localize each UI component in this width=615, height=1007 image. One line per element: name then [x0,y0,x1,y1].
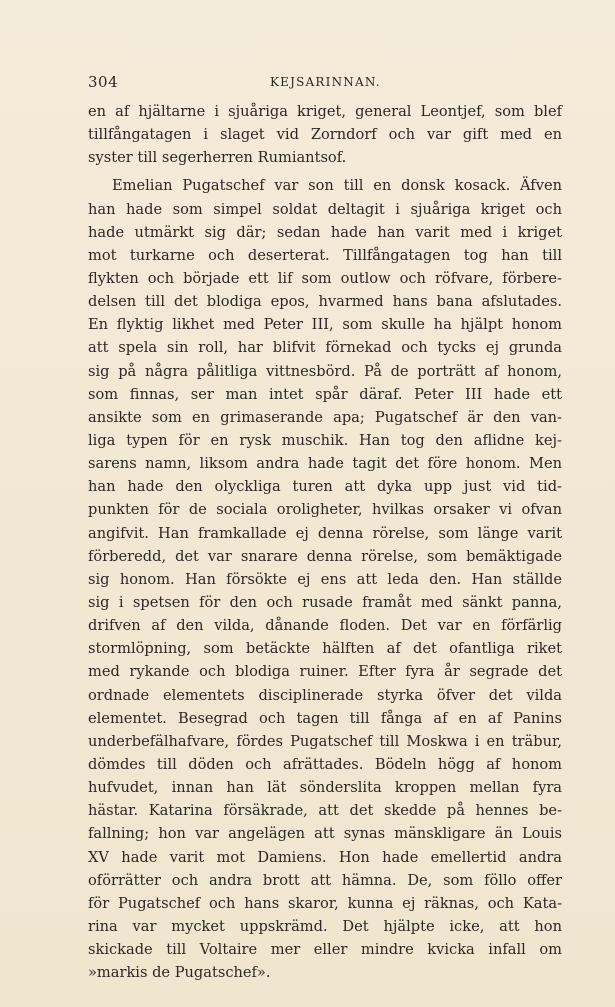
text-line: dömdes till döden och afrättades. Bödeln högg af honom [88,755,562,773]
text-line: skickade till Voltaire mer eller mindre kvicka infall om [88,941,562,959]
text-line: för Pugatschef och hans skaror, kunna ej räknas, och Kata- [88,894,562,912]
text-line: att spela sin roll, har blifvit förnekad och tycks ej grunda [88,339,562,357]
page-number: 304 [88,73,119,91]
text-line: oförrätter och andra brott att hämna. De, som föllo offer [88,871,562,889]
body-text [88,100,562,984]
text-line: elementet. Besegrad och tagen till fånga af en af Panins [88,709,562,727]
text-line: sarens namn, liksom andra hade tagit det före honom. Men [88,455,562,473]
text-line: Emelian Pugatschef var son till en donsk kosack. Äfven [112,177,562,195]
text-line: mot turkarne och deserterat. Tillfångatagen tog han till [88,246,562,264]
text-line: förberedd, det var snarare denna rörelse, som bemäktigade [88,547,562,565]
text-line: hade utmärkt sig där; sedan hade han varit med i kriget [88,223,562,241]
text-line: han hade den olyckliga turen att dyka upp just vid tid- [88,478,562,496]
text-line: sig honom. Han försökte ej ens att leda den. Han ställde [88,570,562,588]
text-line: hästar. Katarina försäkrade, att det skedde på hennes be- [88,802,562,820]
text-line: ordnade elementets disciplinerade styrka öfver det vilda [88,686,562,704]
text-line: drifven af den vilda, dånande floden. Det var en förfärlig [88,617,562,635]
text-line: En flyktig likhet med Peter III, som skulle ha hjälpt honom [88,316,562,334]
text-line: delsen till det blodiga epos, hvarmed hans bana afslutades. [88,293,562,311]
page-header [88,73,560,97]
text-line: sig på några pålitliga vittnesbörd. På de porträtt af honom, [88,362,562,380]
text-line: ansikte som en grimaserande apa; Pugatschef är den van- [88,408,562,426]
text-line: en af hjältarne i sjuåriga kriget, general Leontjef, som blef [88,103,562,120]
text-line: fallning; hon var angelägen att synas mänskligare än Louis [88,825,562,843]
text-line: stormlöpning, som betäckte hälften af det ofantliga riket [88,640,562,658]
text-line: punkten för de sociala oroligheter, hvilkas orsaker vi ofvan [88,501,562,519]
text-line: han hade som simpel soldat deltagit i sjuåriga kriget och [88,200,562,218]
running-head: KEJSARINNAN. [270,75,381,89]
text-line: hufvudet, innan han lät sönderslita kroppen mellan fyra [88,779,562,797]
text-line: flykten och började ett lif som outlow och röfvare, förbere- [88,269,562,287]
text-line: syster till segerherren Rumiantsof. [88,149,347,167]
text-line: tillfångatagen i slaget vid Zorndorf och var gift med en [88,126,562,144]
text-line: XV hade varit mot Damiens. Hon hade emellertid andra [88,848,562,866]
text-line: liga typen för en rysk muschik. Han tog den aflidne kej- [88,431,562,449]
text-line: med rykande och blodiga ruiner. Efter fyra år segrade det [88,663,562,681]
text-line: »markis de Pugatschef». [88,964,271,982]
text-line: angifvit. Han framkallade ej denna rörelse, som länge varit [88,524,562,542]
text-line: underbefälhafvare, fördes Pugatschef till Moskwa i en träbur, [88,732,562,750]
text-line: som finnas, ser man intet spår däraf. Peter III hade ett [88,385,562,403]
text-line: rina var mycket uppskrämd. Det hjälpte icke, att hon [88,917,562,935]
text-line: sig i spetsen för den och rusade framåt med sänkt panna, [88,593,562,611]
